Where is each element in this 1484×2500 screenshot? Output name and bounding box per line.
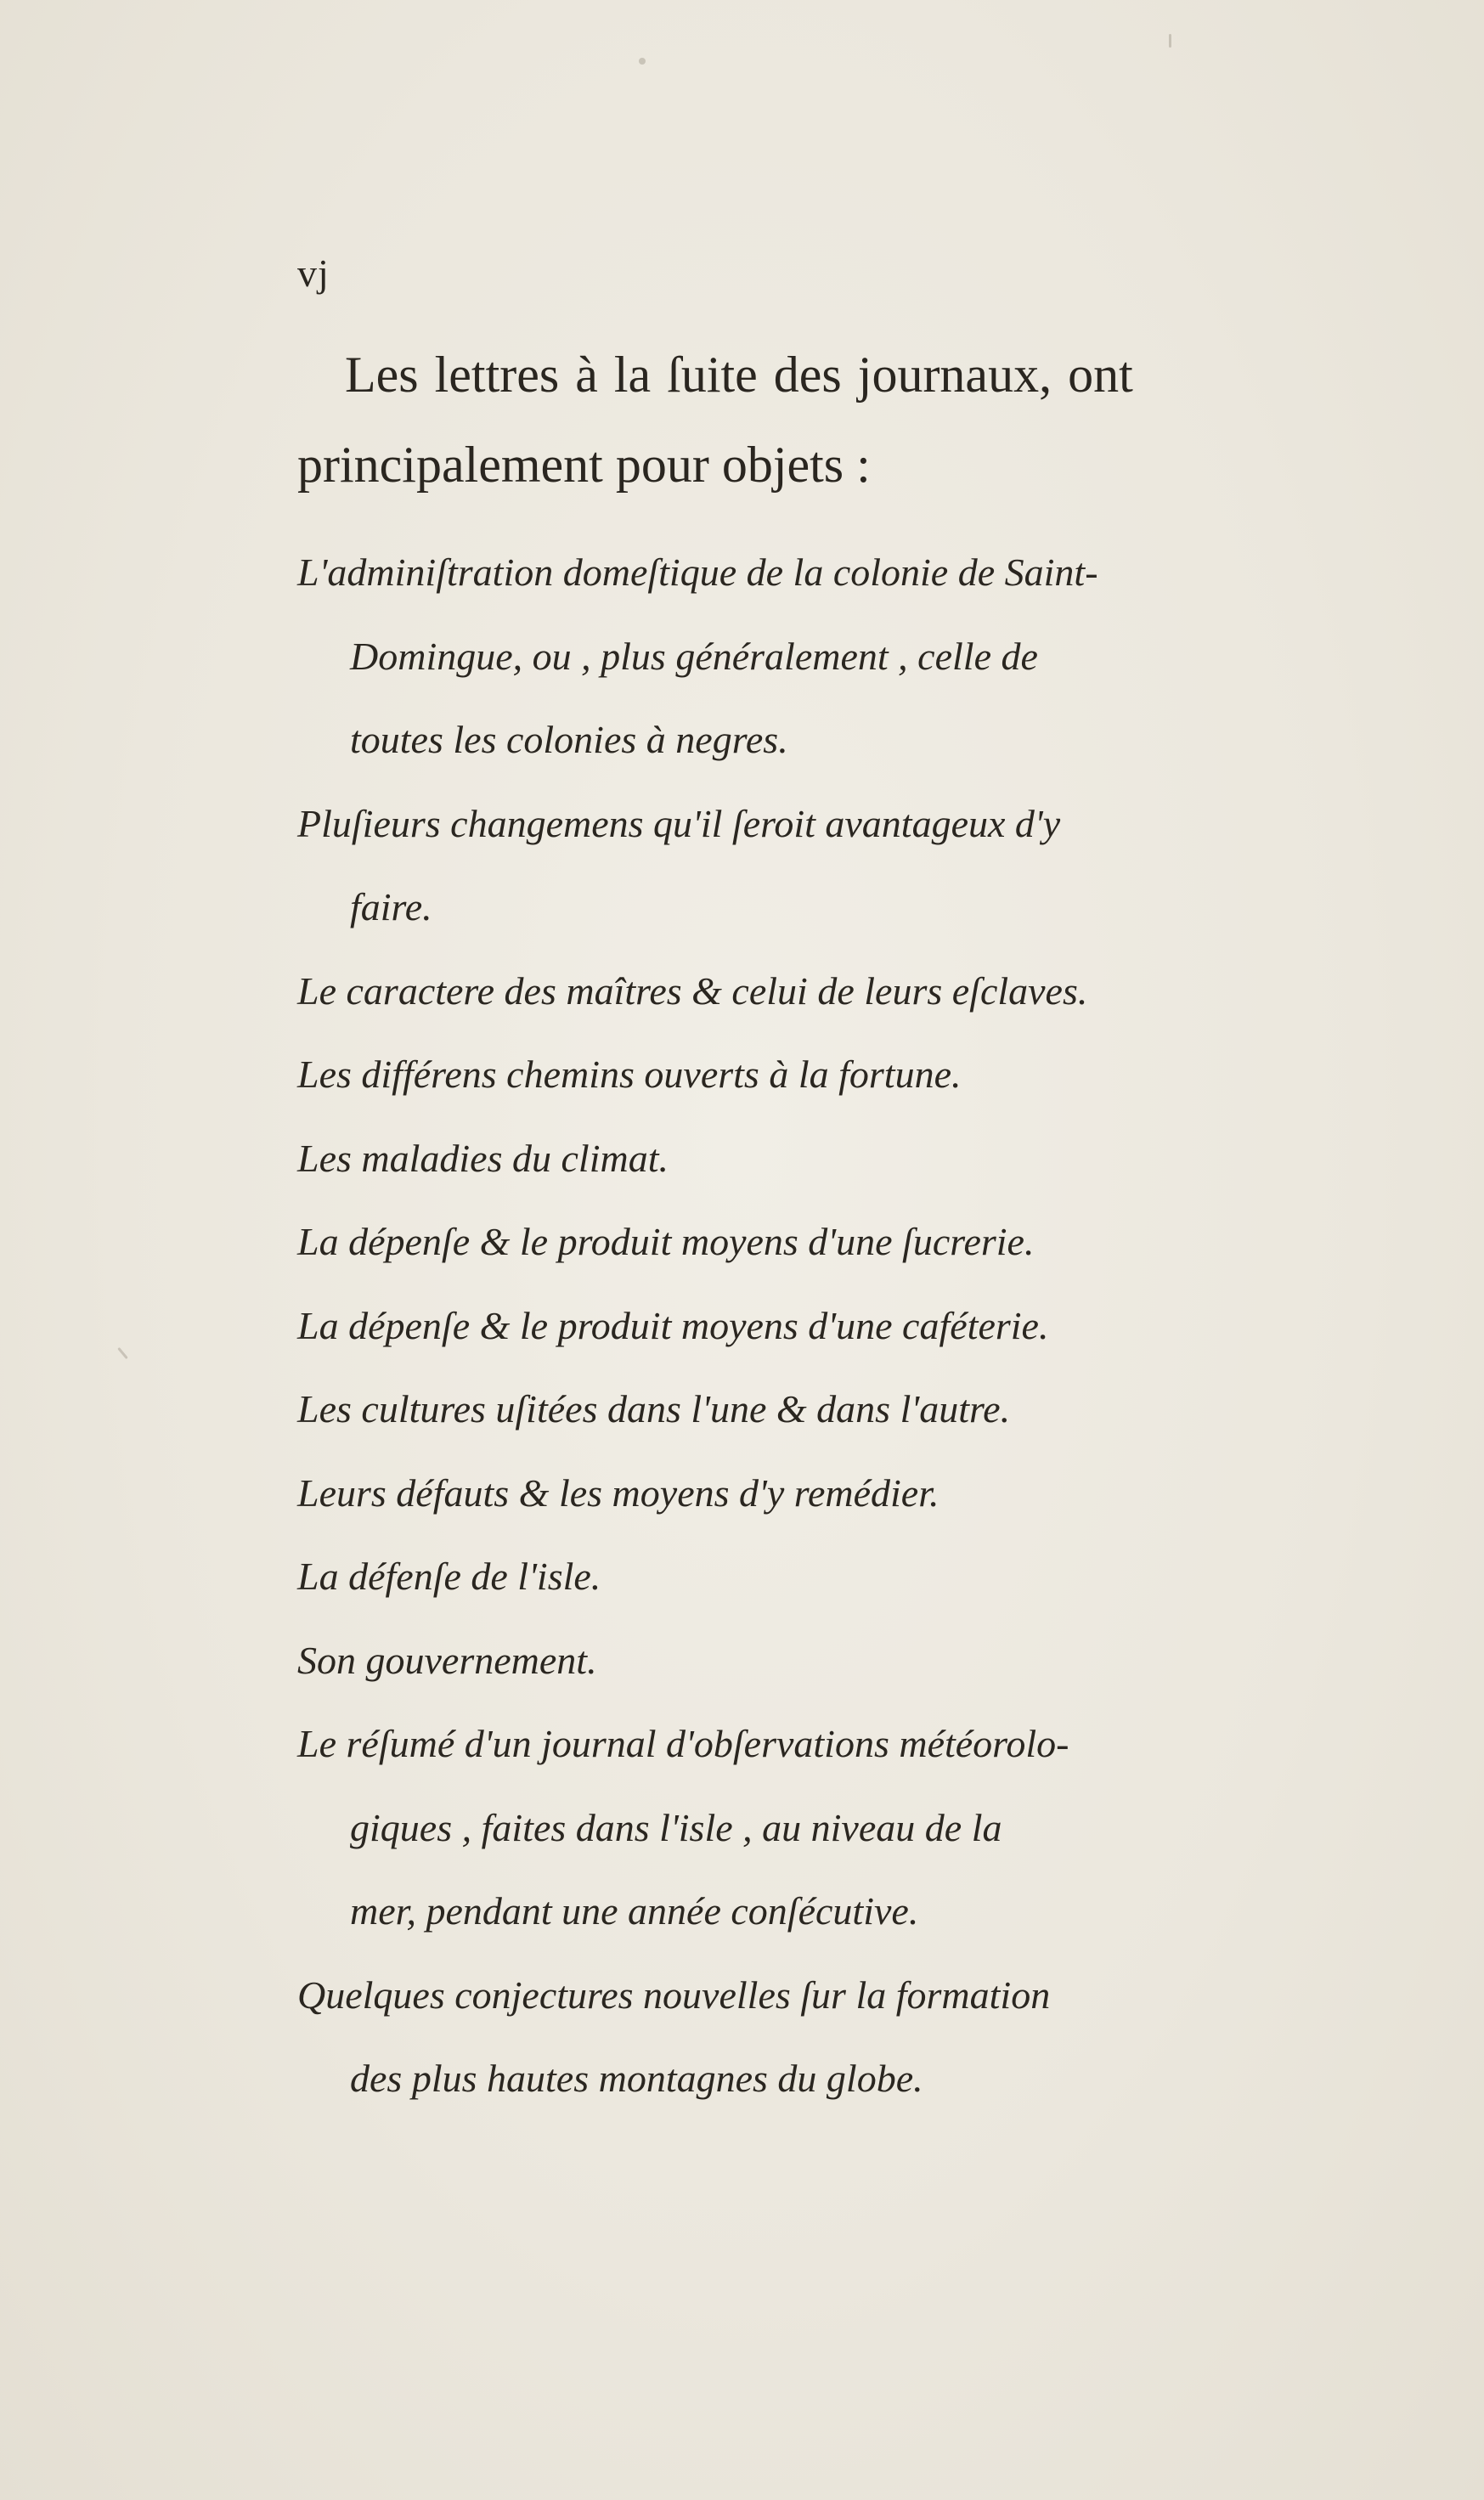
- intro-line: principalement pour objets :: [297, 437, 871, 493]
- item-line: Son gouvernement.: [297, 1638, 597, 1682]
- item-line: La dépenſe & le produit moyens d'une ſucrerie.: [297, 1220, 1035, 1263]
- item-line: toutes les colonies à negres.: [350, 718, 788, 761]
- item-line: La dépenſe & le produit moyens d'une caféterie.: [297, 1303, 1049, 1347]
- topics-list: [297, 531, 1308, 2121]
- ink-spot: [117, 1347, 128, 1359]
- list-item: [297, 1368, 1308, 1452]
- item-line: Les maladies du climat.: [297, 1136, 669, 1180]
- item-line: mer, pendant une année conſécutive.: [350, 1889, 919, 1933]
- item-line: Les cultures uſitées dans l'une & dans l'autre.: [297, 1387, 1011, 1431]
- item-line: La défenſe de l'isle.: [297, 1555, 601, 1598]
- page-number: vj: [297, 251, 330, 295]
- list-item: [297, 1284, 1308, 1369]
- ink-spot: [1169, 34, 1171, 48]
- item-line: des plus hautes montagnes du globe.: [350, 2057, 923, 2100]
- list-item: [297, 782, 1308, 950]
- item-line: L'adminiſtration domeſtique de la colonie de Saint-: [297, 550, 1098, 594]
- item-line: Les différens chemins ouverts à la fortune.: [297, 1052, 962, 1096]
- list-item: [297, 1033, 1308, 1117]
- list-item: [297, 1117, 1308, 1201]
- item-line: Quelques conjectures nouvelles ſur la formation: [297, 1972, 1051, 2017]
- list-item: [297, 1535, 1308, 1619]
- item-line: faire.: [350, 885, 432, 928]
- list-item: [297, 1619, 1308, 1703]
- item-line: Le caractere des maîtres & celui de leurs eſclaves.: [297, 968, 1088, 1013]
- item-line: Le réſumé d'un journal d'obſervations météorolo-: [297, 1722, 1069, 1765]
- list-item: [297, 1200, 1308, 1284]
- item-line: Domingue, ou , plus généralement , celle de: [350, 634, 1038, 678]
- list-item: [297, 1452, 1308, 1536]
- ink-spot: [639, 58, 646, 65]
- list-item: [297, 1702, 1308, 1954]
- list-item: [297, 1954, 1308, 2121]
- list-item: [297, 950, 1308, 1034]
- list-item: [297, 531, 1308, 782]
- intro-paragraph: [297, 330, 1308, 510]
- item-line: Leurs défauts & les moyens d'y remédier.: [297, 1470, 939, 1515]
- intro-line: Les lettres à la ſuite des journaux, ont: [345, 347, 1133, 403]
- item-line: giques , faites dans l'isle , au niveau de la: [350, 1805, 1002, 1849]
- item-line: Pluſieurs changemens qu'il ſeroit avantageux d'y: [297, 801, 1061, 845]
